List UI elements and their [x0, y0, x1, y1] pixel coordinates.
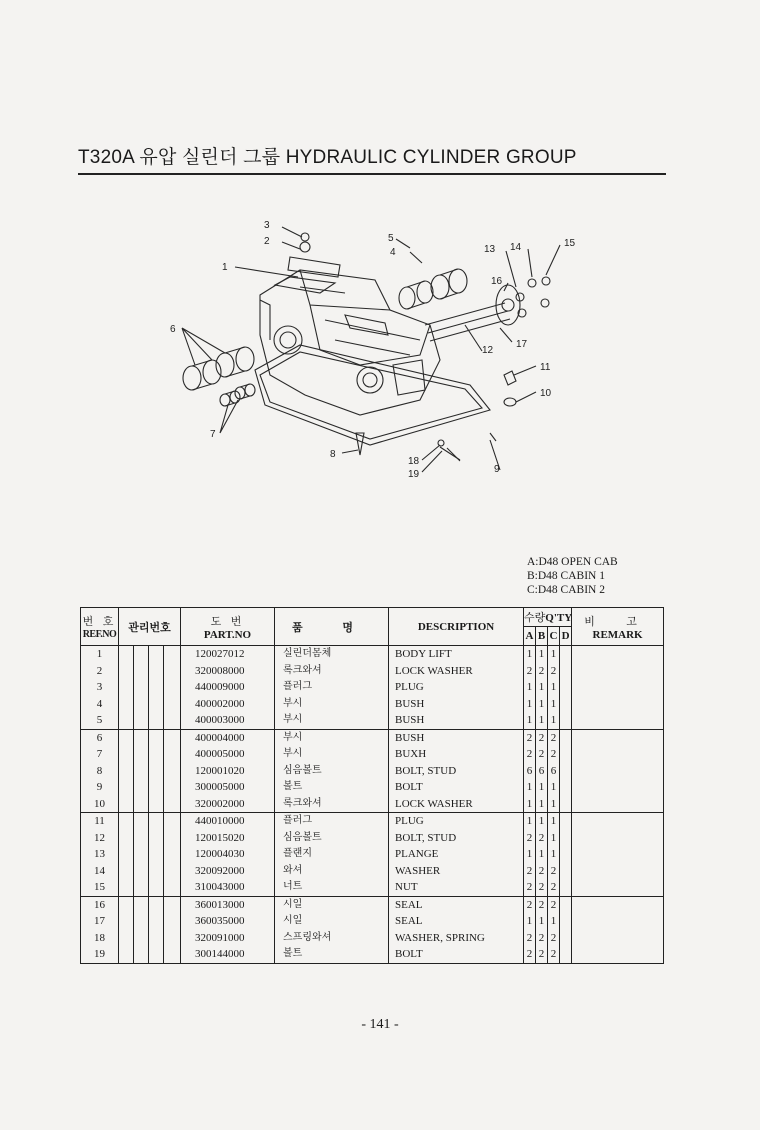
cell-empty: [149, 813, 164, 897]
parts-table: [80, 607, 664, 964]
cell-desc-value: SEAL: [395, 898, 423, 911]
cell-a-value: 1: [526, 815, 533, 827]
cell-empty: [572, 896, 664, 963]
cell-b-value: 1: [538, 681, 545, 693]
cell-name-value: 볼트: [283, 781, 303, 792]
cell-name-value: 너트: [283, 881, 303, 892]
callout-18: 18: [408, 456, 420, 467]
cell-desc-value: BODY LIFT: [395, 648, 452, 660]
cell-c-value: 1: [550, 697, 557, 710]
legend-item: A:D48 OPEN CAB: [527, 556, 618, 568]
callout-5: 5: [388, 233, 394, 244]
callout-2: 2: [264, 236, 270, 247]
cell-name-value: 플랜지: [283, 848, 312, 859]
cell-part: [181, 896, 275, 963]
cell-c-value: 2: [550, 881, 557, 893]
legend-item: B:D48 CABIN 1: [527, 570, 605, 582]
callout-17: 17: [516, 339, 528, 350]
cell-empty: [164, 646, 181, 730]
cell-name-value: 스프링와셔: [283, 931, 332, 943]
header-qty-a: A: [524, 627, 536, 646]
cell-a: [524, 729, 536, 813]
callout-19: 19: [408, 469, 420, 480]
cell-b: [536, 896, 548, 963]
cell-b-value: 1: [538, 915, 545, 927]
cell-desc: [389, 646, 524, 730]
cell-desc-value: BOLT: [395, 781, 423, 793]
callout-15: 15: [564, 238, 576, 249]
cell-name-value: 와셔: [283, 864, 303, 876]
cell-part: [181, 813, 275, 897]
cell-ref-value: 17: [94, 915, 105, 927]
cell-a-value: 6: [526, 764, 533, 777]
header-mgmt: 관리번호: [119, 608, 181, 646]
cell-part-value: 400004000: [195, 731, 245, 744]
cell-part-value: 400003000: [195, 714, 245, 726]
cell-empty: [134, 896, 149, 963]
cell-b-value: 6: [538, 764, 545, 777]
cell-empty: [134, 646, 149, 730]
cell-d-value: [560, 946, 571, 963]
cell-b-value: 1: [538, 848, 545, 860]
header-remark: 비 고 REMARK: [572, 608, 664, 646]
cell-name-value: 부시: [283, 714, 303, 725]
callout-14: 14: [510, 242, 522, 253]
cell-a-value: 2: [526, 948, 533, 960]
callout-8: 8: [330, 449, 336, 460]
cell-ref-value: 6: [96, 731, 103, 744]
cell-desc-value: BUXH: [395, 748, 427, 760]
callout-10: 10: [540, 388, 552, 399]
cell-part-value: 320002000: [195, 797, 245, 810]
cell-empty: [164, 729, 181, 813]
callout-1: 1: [222, 262, 228, 273]
cell-ref: [81, 646, 119, 730]
cell-name-value: 플러그: [283, 681, 312, 692]
cell-part-value: 120027012: [195, 648, 245, 660]
table-row-group: [81, 646, 664, 730]
cell-ref-value: 4: [96, 697, 103, 710]
header-qty-b: B: [536, 627, 548, 646]
cell-d-value: [560, 696, 571, 713]
cell-desc: [389, 729, 524, 813]
cell-empty: [164, 813, 181, 897]
cell-name-value: 부시: [283, 697, 303, 709]
cell-c-value: 2: [550, 864, 557, 877]
cell-a-value: 1: [526, 697, 533, 710]
cell-c-value: 1: [550, 815, 557, 827]
cell-d-value: [560, 930, 571, 947]
cell-b-value: 2: [538, 748, 545, 760]
cell-b-value: 1: [538, 648, 545, 660]
cell-a: [524, 896, 536, 963]
cell-d-value: [560, 897, 571, 914]
cell-part-value: 360035000: [195, 915, 245, 927]
cell-empty: [149, 646, 164, 730]
cell-a-value: 1: [526, 781, 533, 793]
cell-a-value: 1: [526, 848, 533, 860]
cell-c-value: 6: [550, 764, 557, 777]
cell-a-value: 1: [526, 648, 533, 660]
cell-d-value: [560, 663, 571, 680]
cell-ref-value: 7: [96, 748, 103, 760]
cell-ref: [81, 896, 119, 963]
cell-ref: [81, 729, 119, 813]
cell-ref-value: 3: [96, 681, 103, 693]
cell-ref-value: 13: [94, 848, 105, 860]
cell-d-value: [560, 679, 571, 696]
cell-d: [560, 813, 572, 897]
cell-b-value: 2: [538, 948, 545, 960]
cell-empty: [572, 729, 664, 813]
cell-a-value: 2: [526, 898, 533, 911]
cell-ref-value: 19: [94, 948, 105, 960]
cell-desc-value: LOCK WASHER: [395, 797, 473, 810]
cell-name-value: 록크와셔: [283, 797, 322, 809]
cell-name-value: 플러그: [283, 815, 312, 826]
cell-c: [548, 729, 560, 813]
cell-ref-value: 18: [94, 931, 105, 944]
cell-c: [548, 813, 560, 897]
cell-empty: [119, 729, 134, 813]
cell-d-value: [560, 846, 571, 863]
cell-part-value: 360013000: [195, 898, 245, 911]
cell-desc-value: WASHER, SPRING: [395, 931, 485, 944]
cell-c-value: 1: [550, 831, 557, 844]
model-legend: [527, 555, 618, 597]
cell-b-value: 2: [538, 881, 545, 893]
cell-desc-value: SEAL: [395, 915, 423, 927]
cell-c-value: 1: [550, 797, 557, 810]
cell-name: [275, 813, 389, 897]
cell-desc-value: BUSH: [395, 731, 425, 744]
page-title: T320A 유압 실린더 그룹 HYDRAULIC CYLINDER GROUP: [78, 142, 666, 175]
cell-a: [524, 646, 536, 730]
cell-c-value: 2: [550, 948, 557, 960]
cell-d-value: [560, 863, 571, 880]
cell-d-value: [560, 913, 571, 930]
cell-c: [548, 646, 560, 730]
table-row-group: [81, 813, 664, 897]
cell-empty: [134, 729, 149, 813]
cell-c-value: 2: [550, 748, 557, 760]
cell-d: [560, 646, 572, 730]
cell-d-value: [560, 796, 571, 813]
cell-c-value: 1: [550, 781, 557, 793]
cell-name-value: 부시: [283, 748, 303, 759]
cell-c-value: 2: [550, 898, 557, 911]
cell-a-value: 2: [526, 831, 533, 844]
cell-d-value: [560, 746, 571, 763]
callout-16: 16: [491, 276, 503, 287]
callout-3: 3: [264, 220, 270, 231]
cell-b-value: 1: [538, 697, 545, 710]
cell-d-value: [560, 830, 571, 847]
cell-c: [548, 896, 560, 963]
cell-desc: [389, 813, 524, 897]
cell-b-value: 2: [538, 864, 545, 877]
cell-name-value: 심음볼트: [283, 831, 322, 843]
cell-ref-value: 12: [94, 831, 105, 844]
callout-6: 6: [170, 324, 176, 335]
table-row-group: [81, 729, 664, 813]
cell-a-value: 1: [526, 681, 533, 693]
cell-empty: [149, 729, 164, 813]
cell-desc-value: NUT: [395, 881, 418, 893]
header-qty: 수량Q'TY: [524, 608, 572, 627]
cell-d-value: [560, 763, 571, 780]
cell-empty: [119, 896, 134, 963]
cell-ref-value: 9: [96, 781, 103, 793]
cell-name-value: 심음볼트: [283, 764, 322, 776]
cell-desc-value: PLUG: [395, 815, 424, 827]
cell-b-value: 2: [538, 898, 545, 911]
cell-a-value: 1: [526, 915, 533, 927]
cell-part-value: 120001020: [195, 764, 245, 777]
cell-empty: [134, 813, 149, 897]
cell-b-value: 2: [538, 931, 545, 944]
cell-part-value: 120015020: [195, 831, 245, 844]
cell-ref-value: 5: [96, 714, 103, 726]
cell-part-value: 440010000: [195, 815, 245, 827]
cell-name-value: 록크와셔: [283, 664, 322, 676]
cell-ref-value: 16: [94, 898, 105, 911]
cell-d: [560, 896, 572, 963]
cell-a-value: 2: [526, 664, 533, 677]
legend-item: C:D48 CABIN 2: [527, 584, 605, 596]
cell-a-value: 2: [526, 864, 533, 877]
cell-empty: [572, 646, 664, 730]
cell-name-value: 시일: [283, 915, 303, 926]
callout-11: 11: [540, 362, 551, 373]
callout-13: 13: [484, 244, 496, 255]
cell-a-value: 2: [526, 931, 533, 944]
cell-part-value: 320092000: [195, 864, 245, 877]
cell-desc-value: BOLT, STUD: [395, 831, 457, 844]
cell-desc-value: BUSH: [395, 697, 425, 710]
header-ref: 번 호 REF.NO: [81, 608, 119, 646]
cell-empty: [119, 813, 134, 897]
cell-empty: [572, 813, 664, 897]
cell-part: [181, 646, 275, 730]
cell-d: [560, 729, 572, 813]
cell-ref-value: 11: [94, 815, 105, 827]
cell-a-value: 2: [526, 881, 533, 893]
cell-b-value: 1: [538, 815, 545, 827]
cell-ref-value: 15: [94, 881, 105, 893]
cell-desc-value: PLUG: [395, 681, 424, 693]
cell-name: [275, 896, 389, 963]
cell-desc-value: BUSH: [395, 714, 425, 726]
cell-part-value: 400005000: [195, 748, 245, 760]
cell-ref: [81, 813, 119, 897]
cell-ref-value: 10: [94, 797, 105, 810]
cell-ref-value: 2: [96, 664, 103, 677]
cell-d-value: [560, 730, 571, 747]
cell-b: [536, 646, 548, 730]
callout-12: 12: [482, 345, 494, 356]
cell-part-value: 320091000: [195, 931, 245, 944]
cell-name-value: 볼트: [283, 948, 303, 959]
cell-desc-value: BOLT, STUD: [395, 764, 457, 777]
cell-desc-value: BOLT: [395, 948, 423, 960]
cell-part-value: 300144000: [195, 948, 245, 960]
callout-7: 7: [210, 429, 216, 440]
header-name: 품 명: [275, 608, 389, 646]
cell-desc-value: WASHER: [395, 864, 441, 877]
header-desc: DESCRIPTION: [389, 608, 524, 646]
cell-b-value: 1: [538, 797, 545, 810]
header-qty-c: C: [548, 627, 560, 646]
cell-a-value: 1: [526, 797, 533, 810]
cell-b-value: 2: [538, 831, 545, 844]
cell-ref-value: 14: [94, 864, 105, 877]
cell-empty: [149, 896, 164, 963]
cell-desc: [389, 896, 524, 963]
cell-name: [275, 729, 389, 813]
cell-c-value: 1: [550, 648, 557, 660]
cell-c-value: 2: [550, 731, 557, 744]
cell-b-value: 2: [538, 664, 545, 677]
callout-9: 9: [494, 464, 500, 475]
cell-c-value: 1: [550, 714, 557, 726]
base-plate: [255, 345, 490, 445]
cell-c-value: 2: [550, 664, 557, 677]
cell-a-value: 1: [526, 714, 533, 726]
cell-b: [536, 729, 548, 813]
cell-c-value: 2: [550, 931, 557, 944]
header-qty-d: D: [560, 627, 572, 646]
cell-name-value: 부시: [283, 731, 303, 743]
cell-name: [275, 646, 389, 730]
cell-part-value: 120004030: [195, 848, 245, 860]
cell-ref-value: 8: [96, 764, 103, 777]
cell-d-value: [560, 779, 571, 796]
cell-d-value: [560, 879, 571, 896]
cell-name-value: 시일: [283, 898, 303, 910]
cell-b: [536, 813, 548, 897]
bush-6a: [183, 366, 201, 390]
cell-ref-value: 1: [96, 648, 103, 660]
cell-b-value: 2: [538, 731, 545, 744]
exploded-parts-diagram: [160, 215, 600, 490]
header-part: 도 번 PART.NO: [181, 608, 275, 646]
cell-part-value: 310043000: [195, 881, 245, 893]
cell-c-value: 1: [550, 848, 557, 860]
cell-desc-value: LOCK WASHER: [395, 664, 473, 677]
cell-empty: [119, 646, 134, 730]
cell-part-value: 300005000: [195, 781, 245, 793]
cell-a-value: 2: [526, 748, 533, 760]
cell-c-value: 1: [550, 915, 557, 927]
cell-a: [524, 813, 536, 897]
cell-part-value: 440009000: [195, 681, 245, 693]
cell-part-value: 400002000: [195, 697, 245, 710]
cell-b-value: 1: [538, 781, 545, 793]
cell-part-value: 320008000: [195, 664, 245, 677]
callout-4: 4: [390, 247, 396, 258]
cell-name-value: 실린더몸체: [283, 648, 332, 659]
cell-desc-value: PLANGE: [395, 848, 439, 860]
cell-d-value: [560, 813, 571, 830]
cell-b-value: 1: [538, 714, 545, 726]
cell-c-value: 1: [550, 681, 557, 693]
table-row-group: [81, 896, 664, 963]
cell-d-value: [560, 712, 571, 729]
cell-empty: [164, 896, 181, 963]
page-number: - 141 -: [361, 1017, 399, 1032]
cell-a-value: 2: [526, 731, 533, 744]
cell-d-value: [560, 646, 571, 663]
cell-part: [181, 729, 275, 813]
